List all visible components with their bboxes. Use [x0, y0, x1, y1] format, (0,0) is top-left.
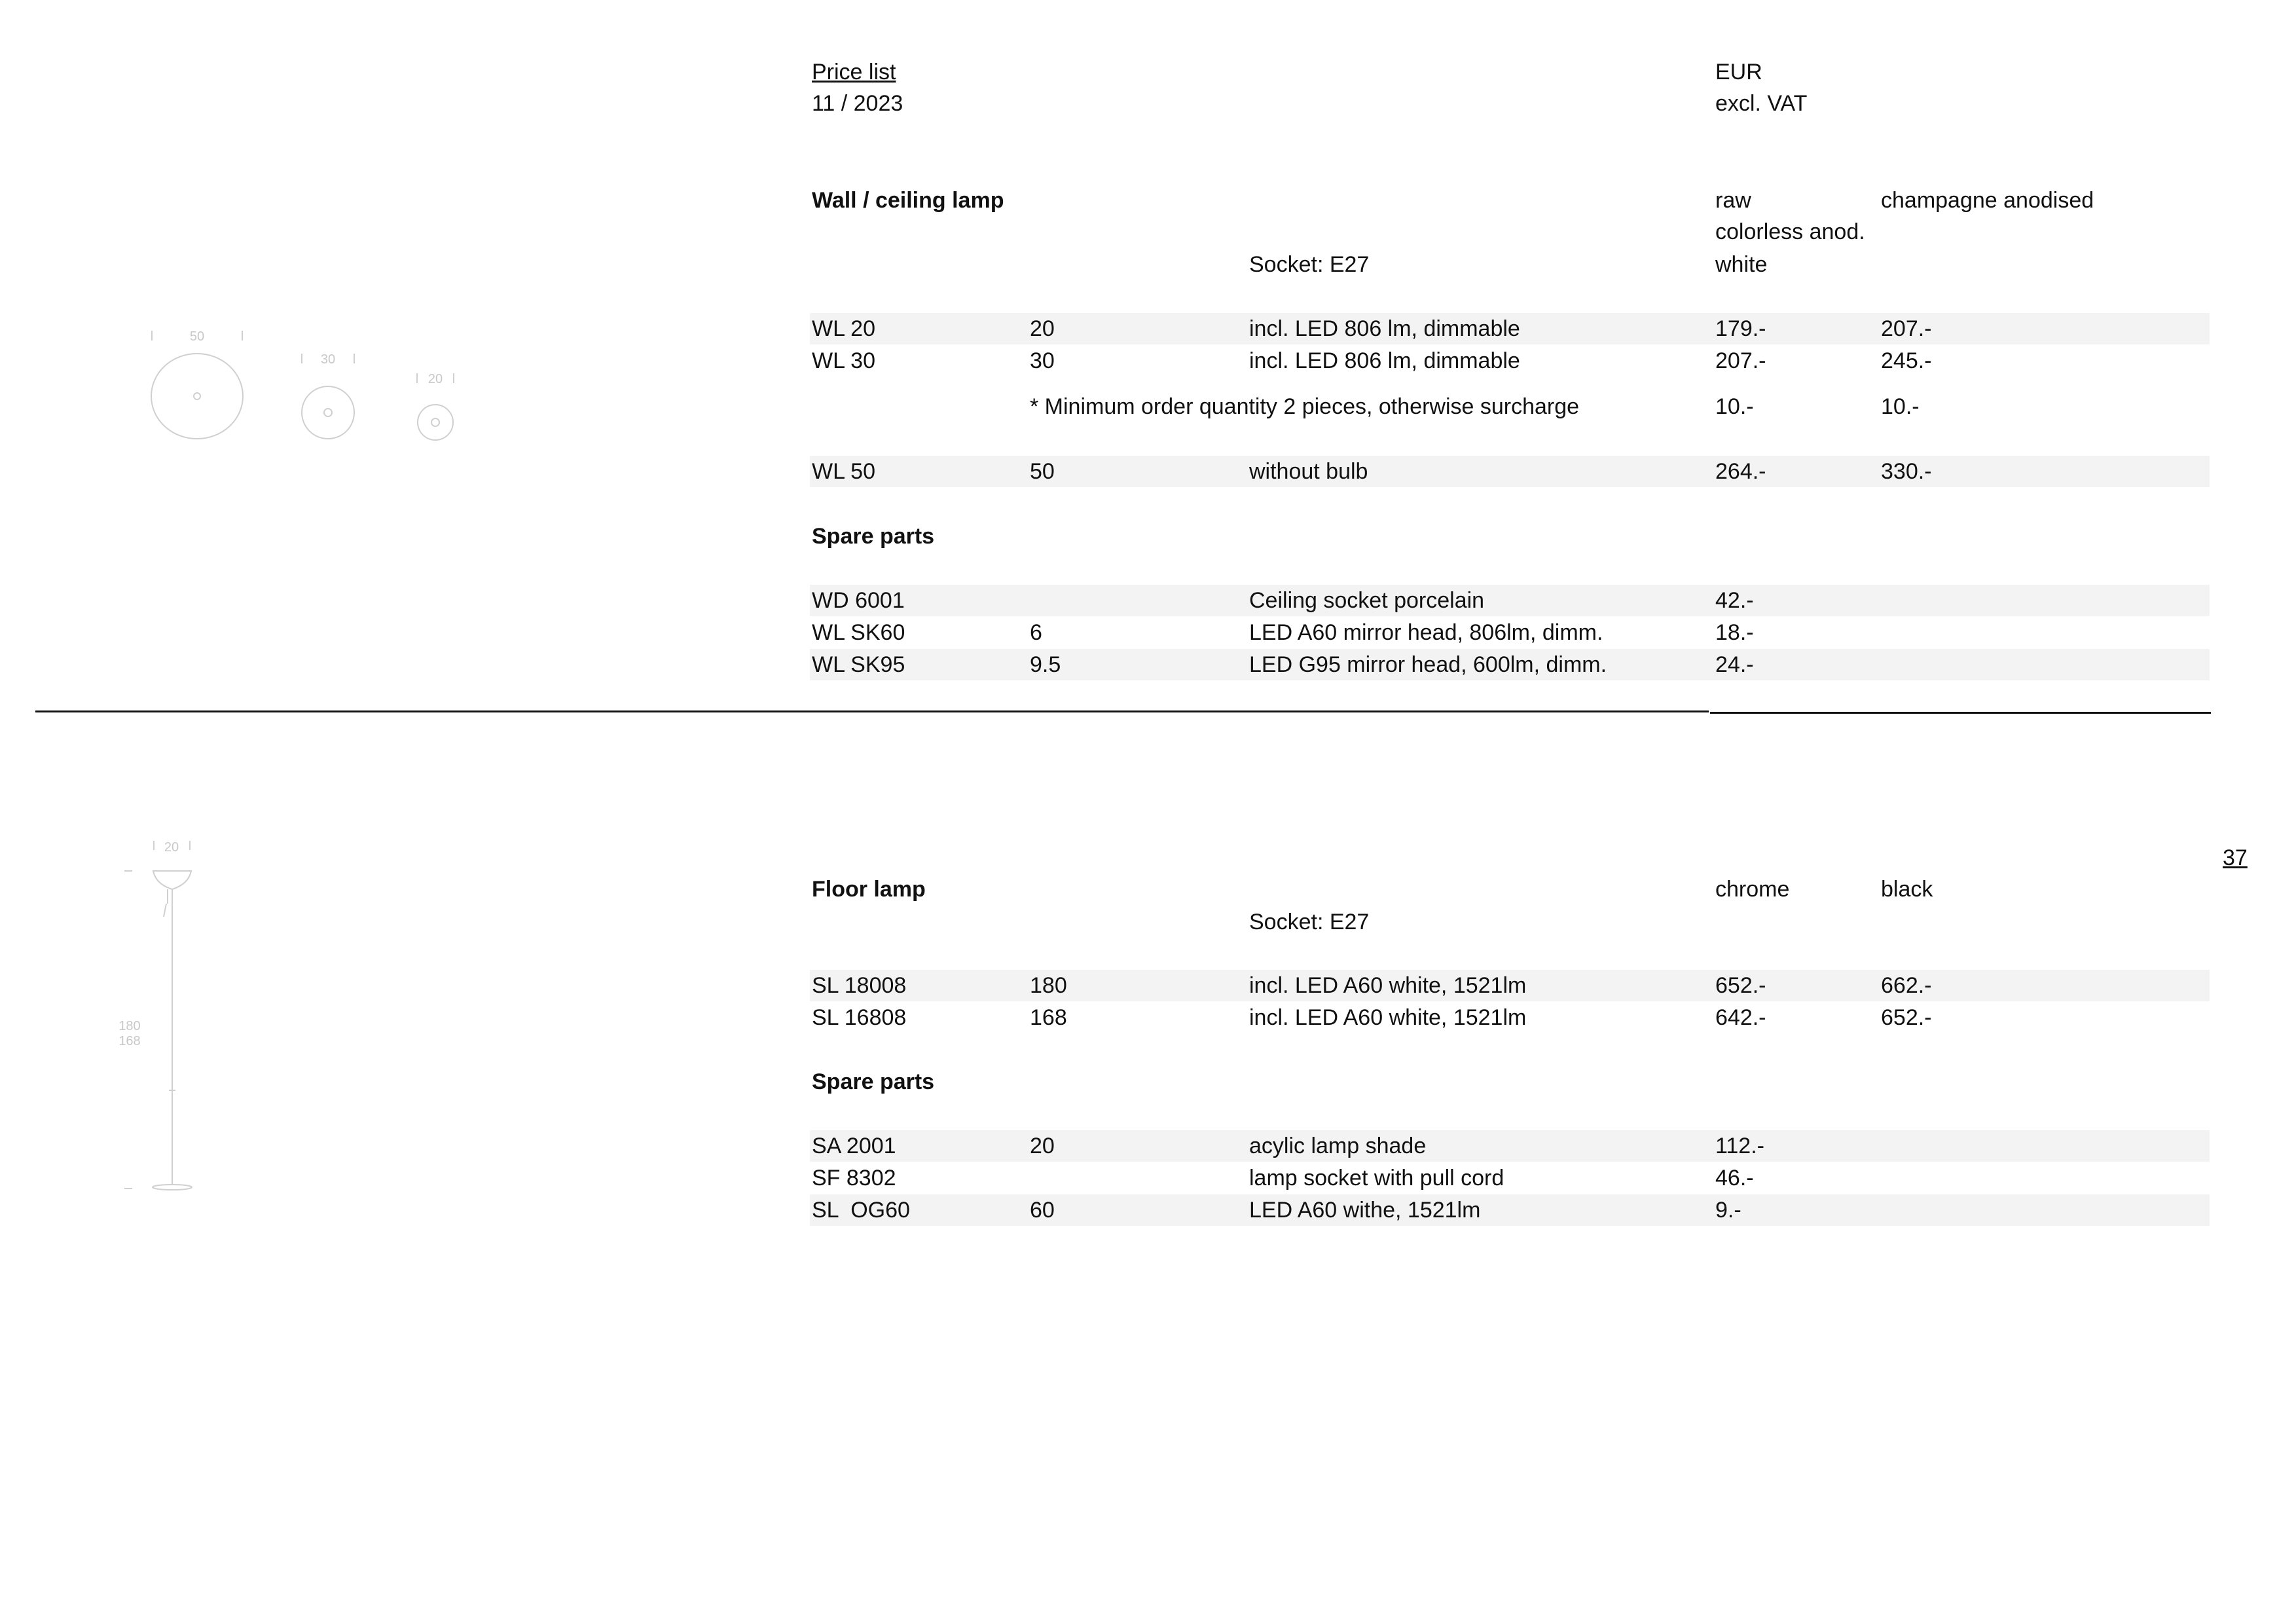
dim-label: 20 [164, 840, 179, 855]
table-row-price: 662.- [1881, 973, 1932, 998]
floor-lamp-title: Floor lamp [812, 877, 926, 902]
spare-parts-title: Spare parts [812, 1069, 935, 1094]
spare-row-price: 46.- [1715, 1166, 1754, 1190]
table-row-size: 20 [1030, 316, 1055, 341]
finish-champagne: champagne anodised [1881, 188, 2094, 213]
table-row-price: 264.- [1715, 459, 1766, 484]
spare-row-desc: LED A60 mirror head, 806lm, dimm. [1249, 620, 1603, 645]
table-row-price: 330.- [1881, 459, 1932, 484]
wall-lamp-drawing [144, 321, 471, 452]
dim-label: 30 [320, 352, 336, 367]
table-row-price: 652.- [1881, 1005, 1932, 1030]
dim-label: 168 [118, 1034, 141, 1048]
spare-row-price: 42.- [1715, 588, 1754, 613]
dim-label: 180 [118, 1019, 141, 1033]
spare-row-code: SL OG60 [812, 1198, 910, 1223]
table-row-size: 168 [1030, 1005, 1067, 1030]
spare-row-price: 112.- [1715, 1134, 1764, 1158]
table-row-price: 642.- [1715, 1005, 1766, 1030]
spare-row-code: WD 6001 [812, 588, 905, 613]
price-list-title: Price list [812, 60, 896, 84]
table-row-size: 30 [1030, 348, 1055, 373]
spare-row-size: 20 [1030, 1134, 1055, 1158]
spare-row-desc: lamp socket with pull cord [1249, 1166, 1504, 1190]
spare-row-desc: acylic lamp shade [1249, 1134, 1427, 1158]
currency-label: EUR [1715, 60, 1762, 84]
finish-colorless: colorless anod. [1715, 219, 1865, 244]
table-row-desc: incl. LED 806 lm, dimmable [1249, 316, 1520, 341]
table-row-price: 652.- [1715, 973, 1766, 998]
table-row-price: 245.- [1881, 348, 1932, 373]
socket-label: Socket: E27 [1249, 910, 1370, 934]
section-divider [35, 710, 1709, 712]
spare-row-code: WL SK60 [812, 620, 905, 645]
spare-row-price: 9.- [1715, 1198, 1741, 1223]
table-row-desc: incl. LED 806 lm, dimmable [1249, 348, 1520, 373]
spare-row-price: 24.- [1715, 652, 1754, 677]
table-row-desc: incl. LED A60 white, 1521lm [1249, 973, 1527, 998]
table-row-size: 180 [1030, 973, 1067, 998]
spare-row-desc: Ceiling socket porcelain [1249, 588, 1485, 613]
spare-row-size: 9.5 [1030, 652, 1061, 677]
spare-parts-title: Spare parts [812, 524, 935, 549]
finish-white: white [1715, 252, 1768, 277]
price-list-date: 11 / 2023 [812, 91, 903, 116]
page-number: 37 [2223, 845, 2248, 870]
surcharge-price: 10.- [1881, 394, 1920, 419]
table-row-price: 207.- [1881, 316, 1932, 341]
surcharge-price: 10.- [1715, 394, 1754, 419]
table-row-code: SL 16808 [812, 1005, 907, 1030]
table-row-code: WL 50 [812, 459, 876, 484]
table-row-code: WL 30 [812, 348, 876, 373]
spare-row-size: 6 [1030, 620, 1042, 645]
spare-row-code: WL SK95 [812, 652, 905, 677]
spare-row-price: 18.- [1715, 620, 1754, 645]
floor-lamp-drawing [111, 832, 229, 1198]
table-row-desc: incl. LED A60 white, 1521lm [1249, 1005, 1527, 1030]
table-row-price: 207.- [1715, 348, 1766, 373]
table-row-code: SL 18008 [812, 973, 907, 998]
finish-chrome: chrome [1715, 877, 1790, 902]
table-row-desc: without bulb [1249, 459, 1368, 484]
spare-row-code: SA 2001 [812, 1134, 896, 1158]
wall-lamp-title: Wall / ceiling lamp [812, 188, 1004, 213]
spare-row-code: SF 8302 [812, 1166, 896, 1190]
table-row-code: WL 20 [812, 316, 876, 341]
table-row-price: 179.- [1715, 316, 1766, 341]
dim-label: 50 [189, 329, 205, 344]
table-row-size: 50 [1030, 459, 1055, 484]
dim-label: 20 [428, 372, 443, 386]
spare-row-desc: LED G95 mirror head, 600lm, dimm. [1249, 652, 1607, 677]
spare-row-size: 60 [1030, 1198, 1055, 1223]
section-divider [1710, 712, 2211, 714]
finish-raw: raw [1715, 188, 1751, 213]
finish-black: black [1881, 877, 1933, 902]
socket-label: Socket: E27 [1249, 252, 1370, 277]
spare-row-desc: LED A60 withe, 1521lm [1249, 1198, 1481, 1223]
vat-note: excl. VAT [1715, 91, 1808, 116]
surcharge-note: * Minimum order quantity 2 pieces, otherwise surcharge [1030, 394, 1580, 419]
